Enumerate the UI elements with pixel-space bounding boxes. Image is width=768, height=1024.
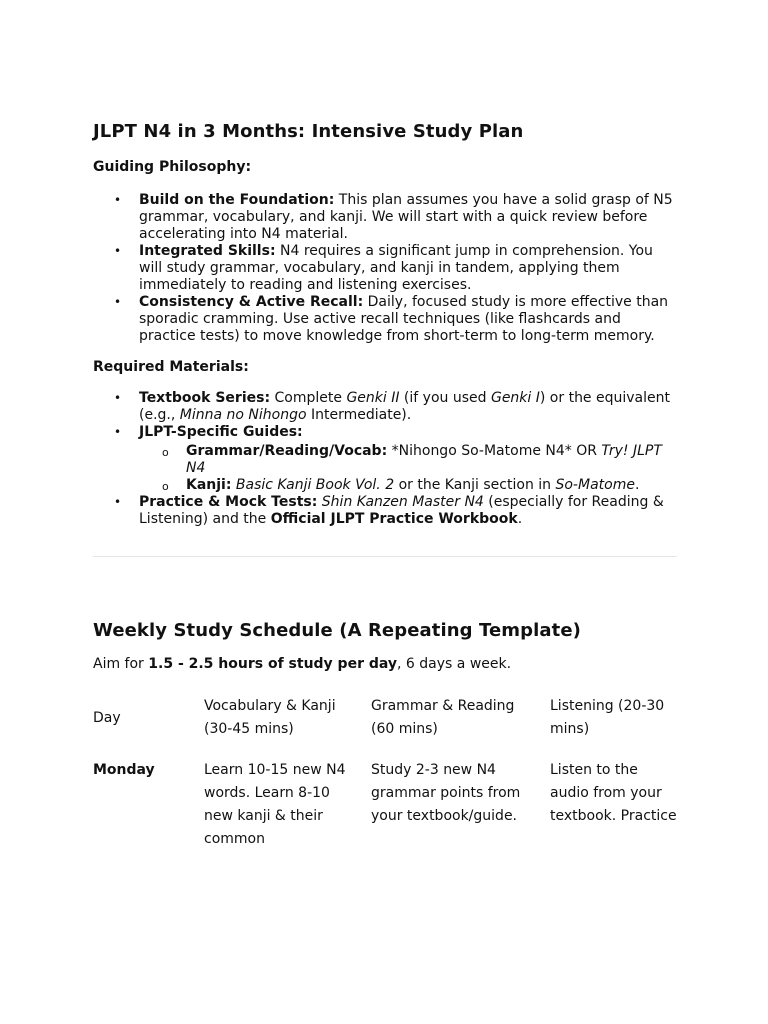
item-text: . bbox=[634, 477, 640, 493]
intro-emphasis: 1.5 - 2.5 hours of study per day bbox=[148, 656, 398, 672]
item-text: Minna no Nihongo bbox=[179, 407, 307, 423]
item-text: Daily, focused study is more effective than sporadic cramming. Use active recall techniques (like flashcards and practice tests) to move knowledge from short-term to long-term memory. bbox=[139, 294, 669, 344]
table-header-row bbox=[93, 695, 678, 741]
intro-text: Aim for bbox=[93, 656, 149, 672]
item-text: or the Kanji section in bbox=[394, 477, 556, 493]
table-cell: Listen to the audio from your textbook. Practice bbox=[550, 762, 677, 824]
item-text: . bbox=[517, 511, 523, 527]
column-header: Vocabulary & Kanji (30-45 mins) bbox=[204, 698, 336, 737]
intro-text: , 6 days a week. bbox=[397, 656, 512, 672]
list-item bbox=[139, 294, 678, 345]
item-text: This plan assumes you have a solid grasp of N5 grammar, vocabulary, and kanji. We will start with a quick review before accelerating into N4 material. bbox=[139, 192, 673, 242]
table-cell: Study 2-3 new N4 grammar points from your textbook/guide. bbox=[371, 762, 521, 824]
list-item bbox=[139, 192, 678, 243]
item-label: Build on the Foundation: bbox=[139, 192, 335, 208]
item-text: Shin Kanzen Master N4 bbox=[321, 494, 484, 510]
sub-list-item bbox=[186, 443, 678, 477]
item-label: Grammar/Reading/Vocab: bbox=[186, 443, 388, 459]
list-item bbox=[139, 390, 678, 424]
list-item bbox=[139, 494, 678, 528]
item-text: (if you used bbox=[399, 390, 491, 406]
item-text: Genki II bbox=[346, 390, 400, 406]
item-label: Integrated Skills: bbox=[139, 243, 276, 259]
column-header: Day bbox=[93, 709, 121, 726]
philosophy-heading: Guiding Philosophy: bbox=[93, 159, 252, 175]
item-text: So-Matome bbox=[555, 477, 635, 493]
document-page bbox=[93, 118, 678, 851]
item-text: ) or the equivalent (e.g., bbox=[139, 390, 670, 423]
item-label: Consistency & Active Recall: bbox=[139, 294, 364, 310]
item-text: Try! JLPT N4 bbox=[186, 443, 662, 476]
item-text: *Nihongo So-Matome N4* OR bbox=[387, 443, 602, 459]
sub-list-item bbox=[186, 477, 678, 494]
column-header: Listening (20-30 mins) bbox=[550, 698, 665, 737]
materials-heading: Required Materials: bbox=[93, 359, 249, 375]
item-label: Kanji: bbox=[186, 477, 232, 493]
philosophy-list bbox=[93, 192, 678, 345]
item-text: (especially for Reading & Listening) and the bbox=[139, 494, 664, 527]
list-item bbox=[139, 243, 678, 294]
table-row bbox=[93, 741, 678, 851]
item-text: N4 requires a significant jump in comprehension. You will study grammar, vocabulary, and kanji in tandem, applying them immediately to reading and listening exercises. bbox=[139, 243, 653, 293]
item-text: Basic Kanji Book Vol. 2 bbox=[235, 477, 395, 493]
schedule-table bbox=[93, 695, 678, 851]
page-title: JLPT N4 in 3 Months: Intensive Study Plan bbox=[93, 121, 524, 142]
section-divider bbox=[93, 556, 677, 557]
item-text: Genki I bbox=[490, 390, 540, 406]
schedule-intro bbox=[93, 655, 678, 673]
guides-sublist bbox=[139, 443, 678, 494]
schedule-heading: Weekly Study Schedule (A Repeating Template) bbox=[93, 620, 582, 641]
item-label: Practice & Mock Tests: bbox=[139, 494, 318, 510]
item-text: Official JLPT Practice Workbook bbox=[270, 511, 518, 527]
item-text: Complete bbox=[270, 390, 347, 406]
column-header: Grammar & Reading (60 mins) bbox=[371, 698, 515, 737]
table-cell-day: Monday bbox=[93, 762, 155, 778]
list-item bbox=[139, 424, 678, 494]
table-cell: Learn 10-15 new N4 words. Learn 8-10 new kanji & their common bbox=[204, 762, 346, 847]
item-text: Intermediate). bbox=[306, 407, 412, 423]
item-label: Textbook Series: bbox=[139, 390, 271, 406]
materials-list bbox=[93, 390, 678, 528]
item-label: JLPT-Specific Guides: bbox=[139, 424, 303, 440]
